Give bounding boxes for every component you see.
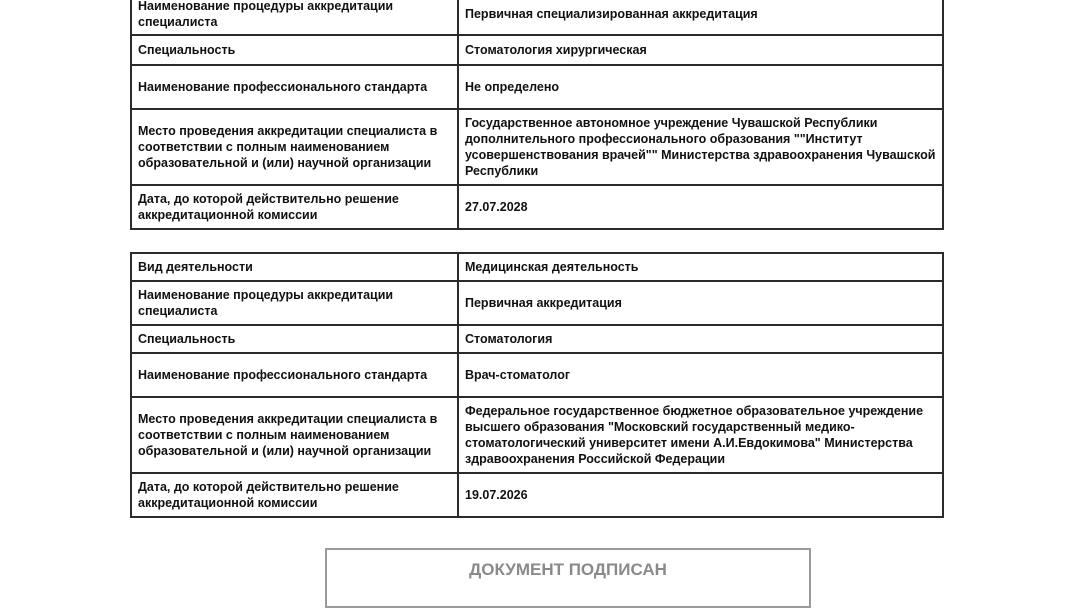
row-value: Первичная аккредитация (458, 281, 943, 325)
accreditation-table-2 (130, 252, 944, 518)
row-value: Стоматология хирургическая (458, 35, 943, 65)
table-row (131, 397, 943, 473)
table-row (131, 0, 943, 35)
table-row (131, 325, 943, 353)
row-value: Первичная специализированная аккредитация (458, 0, 943, 35)
row-label: Специальность (131, 325, 458, 353)
row-value: Не определено (458, 65, 943, 109)
row-label: Место проведения аккредитации специалиста в соответствии с полным наименованием образовательной и (или) научной организации (131, 397, 458, 473)
row-label: Наименование процедуры аккредитации специалиста (131, 0, 458, 35)
accreditation-table-1 (130, 0, 944, 230)
table-row (131, 353, 943, 397)
row-value: Стоматология (458, 325, 943, 353)
row-value: 19.07.2026 (458, 473, 943, 517)
row-label: Место проведения аккредитации специалиста в соответствии с полным наименованием образовательной и (или) научной организации (131, 109, 458, 185)
table-row (131, 109, 943, 185)
table-row (131, 35, 943, 65)
row-value: 27.07.2028 (458, 185, 943, 229)
row-label: Дата, до которой действительно решение аккредитационной комиссии (131, 473, 458, 517)
row-label: Наименование процедуры аккредитации специалиста (131, 281, 458, 325)
stamp-text: ДОКУМЕНТ ПОДПИСАН (469, 560, 667, 579)
row-value: Государственное автономное учреждение Чувашской Республики дополнительного профессионального образования ""Институт усовершенствования врачей"" Министерства здравоохранения Чувашской Республики (458, 109, 943, 185)
row-value: Врач-стоматолог (458, 353, 943, 397)
row-label: Специальность (131, 35, 458, 65)
row-label: Вид деятельности (131, 253, 458, 281)
row-value: Федеральное государственное бюджетное образовательное учреждение высшего образования "Московский государственный медико-стоматологический университет имени А.И.Евдокимова" Министерства здравоохранения Российской Федерации (458, 397, 943, 473)
row-label: Дата, до которой действительно решение аккредитационной комиссии (131, 185, 458, 229)
row-value: Медицинская деятельность (458, 253, 943, 281)
table-row (131, 65, 943, 109)
table-row (131, 253, 943, 281)
table-row (131, 473, 943, 517)
row-label: Наименование профессионального стандарта (131, 353, 458, 397)
document-signed-stamp (325, 548, 811, 608)
table-row (131, 185, 943, 229)
row-label: Наименование профессионального стандарта (131, 65, 458, 109)
table-row (131, 281, 943, 325)
